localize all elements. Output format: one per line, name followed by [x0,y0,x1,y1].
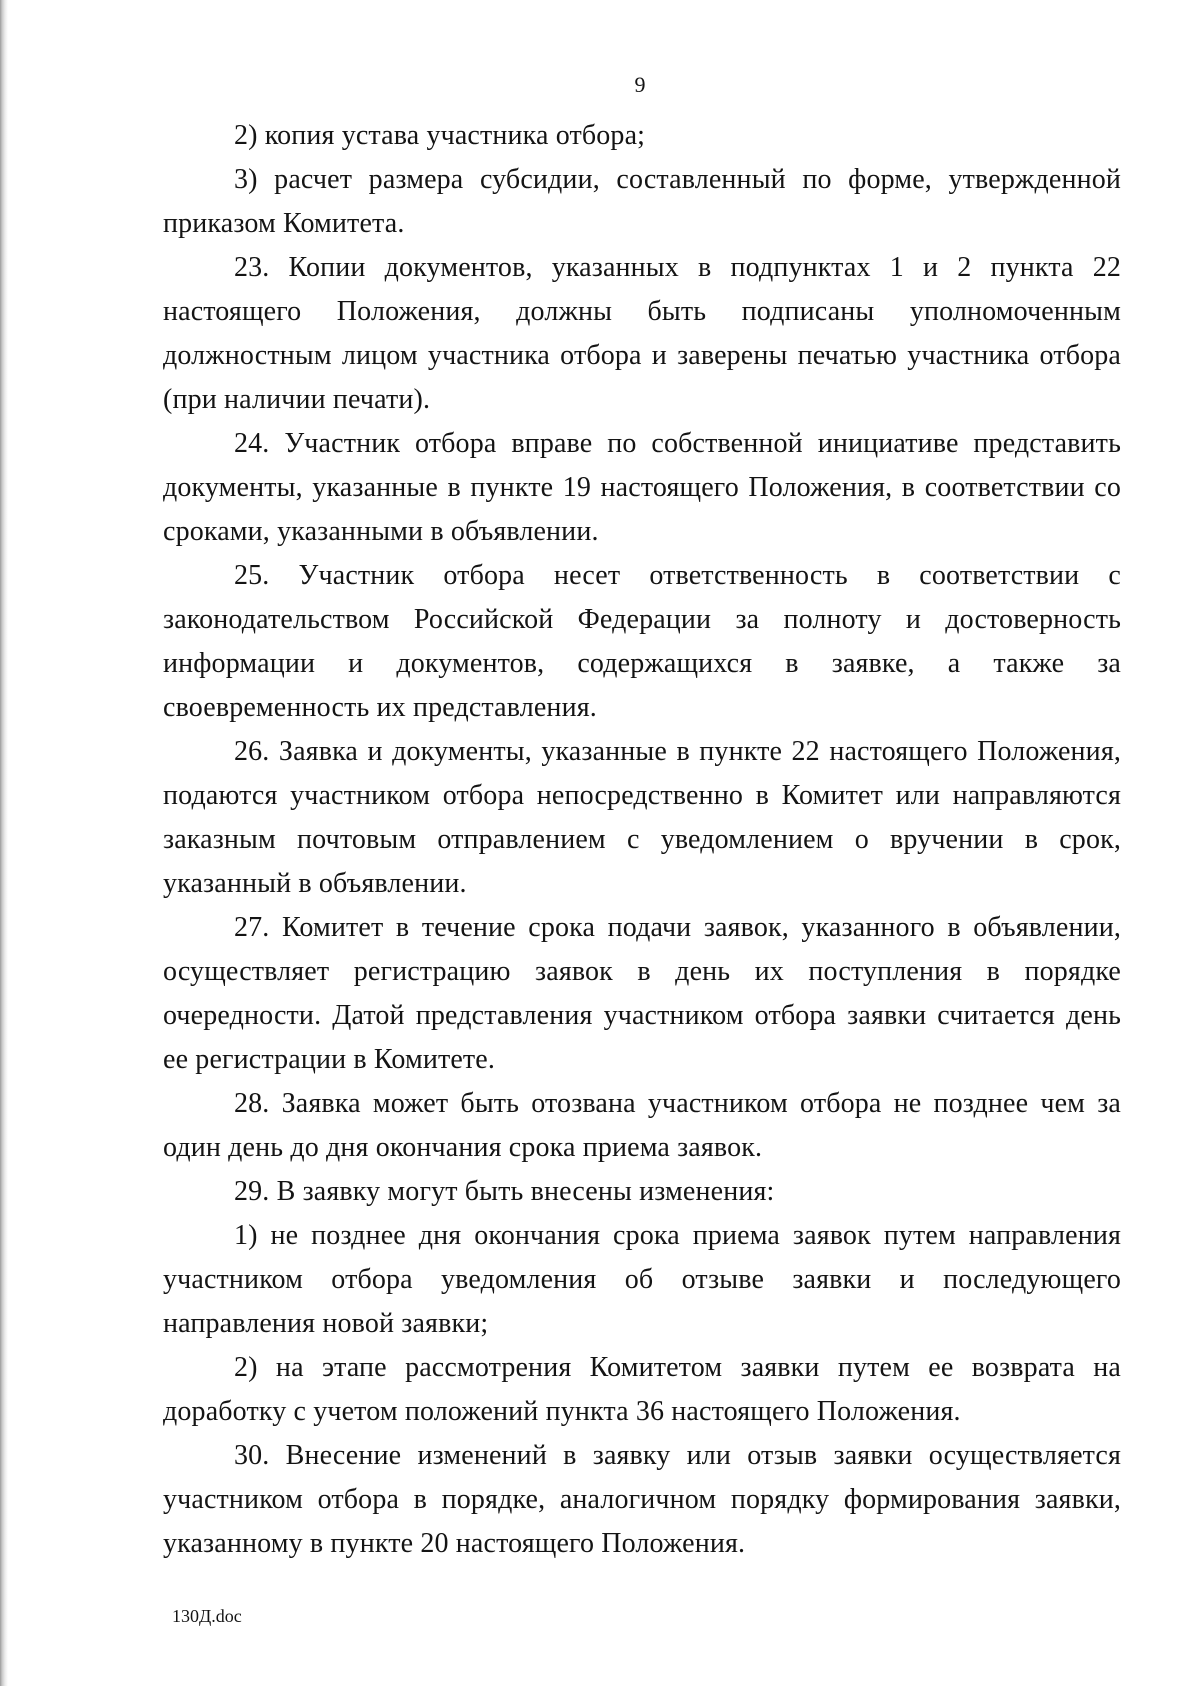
footer-filename: 130Д.doc [172,1606,242,1626]
paragraph-28: 28. Заявка может быть отозвана участником отбора не позднее чем за один день до дня окончания срока приема заявок. [163,1088,1121,1163]
paragraph-30: 30. Внесение изменений в заявку или отзыв заявки осуществляется участником отбора в порядке, аналогичном порядку формирования заявки, указанному в пункте 20 настоящего Положения. [163,1440,1121,1559]
paragraph-29-item-1: 1) не позднее дня окончания срока приема заявок путем направления участником отбора уведомления об отзыве заявки и последующего направления новой заявки; [163,1220,1121,1339]
page-number: 9 [634,72,646,97]
paragraph-23: 23. Копии документов, указанных в подпунктах 1 и 2 пункта 22 настоящего Положения, должны быть подписаны уполномоченным должностным лицом участника отбора и заверены печатью участника отбора (при наличии печати). [163,252,1121,415]
document-body [163,114,1121,1566]
paragraph-item-3: 3) расчет размера субсидии, составленный по форме, утвержденной приказом Комитета. [163,164,1121,239]
paragraph-29-item-2: 2) на этапе рассмотрения Комитетом заявки путем ее возврата на доработку с учетом положений пункта 36 настоящего Положения. [163,1352,1121,1427]
paragraph-29: 29. В заявку могут быть внесены изменения: [234,1176,775,1207]
paragraph-item-2: 2) копия устава участника отбора; [234,120,646,151]
paragraph-27: 27. Комитет в течение срока подачи заявок, указанного в объявлении, осуществляет регистрацию заявок в день их поступления в порядке очередности. Датой представления участником отбора заявки считается день ее регистрации в Комитете. [163,912,1121,1075]
paragraph-26: 26. Заявка и документы, указанные в пункте 22 настоящего Положения, подаются участником отбора непосредственно в Комитет или направляются заказным почтовым отправлением с уведомлением о вручении в срок, указанный в объявлении. [163,736,1121,899]
paragraph-25: 25. Участник отбора несет ответственность в соответствии с законодательством Российской Федерации за полноту и достоверность информации и документов, содержащихся в заявке, а также за своевременность их представления. [163,560,1121,723]
paragraph-24: 24. Участник отбора вправе по собственной инициативе представить документы, указанные в пункте 19 настоящего Положения, в соответствии со сроками, указанными в объявлении. [163,428,1121,547]
scan-edge [0,0,8,1686]
